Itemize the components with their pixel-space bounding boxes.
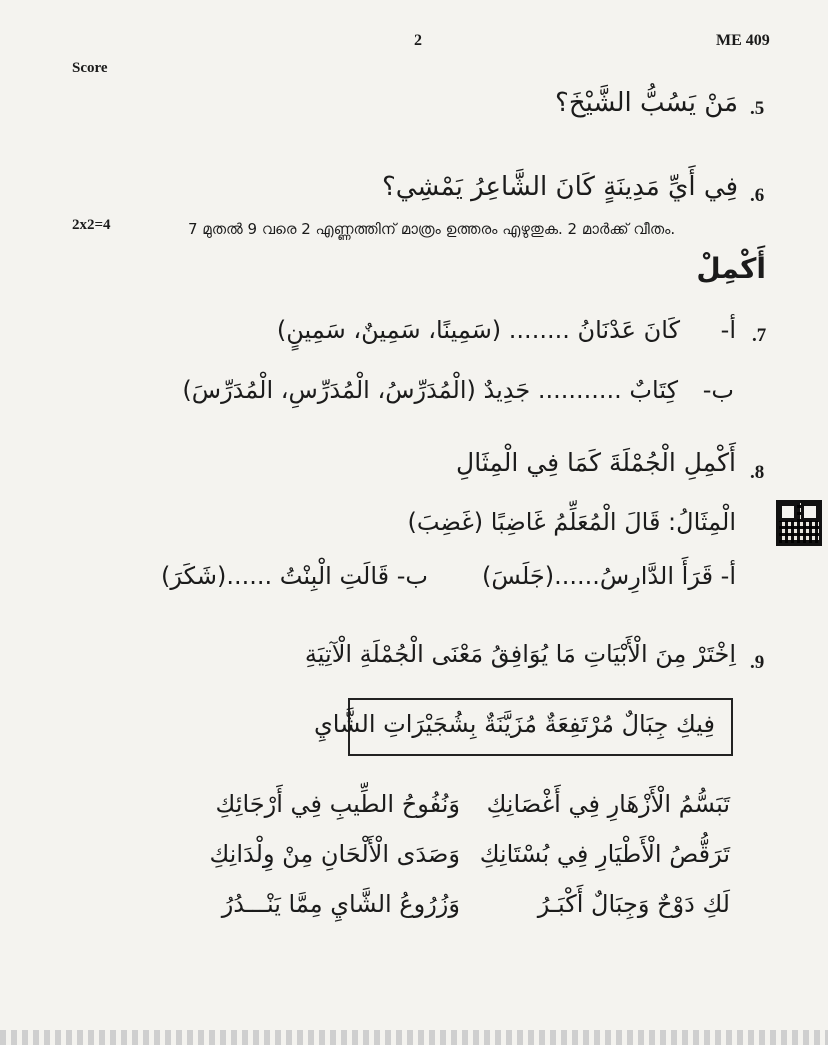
q7-number: .7 [752, 325, 767, 346]
section-instruction: 7 മുതൽ 9 വരെ 2 എണ്ണത്തിന് മാത്രം ഉത്തരം എഴുതുക. 2 മാർക്ക് വീതം. [188, 220, 676, 238]
verse-1-left: وَنُفُوحُ الطِّيبِ فِي أَرْجَائِكِ [215, 790, 460, 818]
verse-3-left: وَزُرُوعُ الشَّايِ مِمَّا يَنْـــدُرُ [221, 890, 460, 918]
q7-b-text: كِتَابٌ ........... جَدِيدٌ (الْمُدَرِّسُ، الْمُدَرِّسِ، الْمُدَرِّسَ) [182, 376, 678, 404]
q9-boxed-sentence [314, 698, 733, 756]
score-label: Score [72, 60, 108, 76]
section-marks: 2x2=4 [72, 217, 111, 233]
q6-number: .6 [750, 185, 765, 206]
q9-number: .9 [750, 652, 765, 673]
q9-heading: اِخْتَرْ مِنَ الْأَبْيَاتِ مَا يُوَافِقُ مَعْنَى الْجُمْلَةِ الْآتِيَةِ [304, 640, 736, 668]
q7-a-text: كَانَ عَدْنَانُ ........ (سَمِينًا، سَمِينٌ، سَمِينٍ) [276, 316, 680, 344]
q8-number: .8 [750, 462, 765, 483]
verse-3-right: لَكِ دَوْحٌ وَجِبَالٌ أَكْبَـرُ [537, 890, 730, 918]
verse-2-right: تَرَقُّصُ الْأَطْيَارِ فِي بُسْتَانِكِ [479, 840, 730, 868]
paper-code: ME 409 [716, 32, 770, 49]
qr-code [776, 500, 822, 546]
page-number: 2 [414, 32, 422, 49]
q8-a: أ- قَرَأَ الدَّارِسُ......(جَلَسَ) [482, 562, 736, 590]
q5-text: مَنْ يَسُبُّ الشَّيْخَ؟ [555, 88, 738, 118]
verse-2-left: وَصَدَى الْأَلْحَانِ مِنْ وِلْدَانِكِ [209, 840, 460, 868]
q8-heading: أَكْمِلِ الْجُمْلَةَ كَمَا فِي الْمِثَالِ [456, 448, 736, 477]
q7-b-letter: ب- [702, 376, 734, 404]
verse-1-right: تَبَسُّمُ الْأَزْهَارِ فِي أَغْصَانِكِ [486, 790, 730, 818]
page-bottom-edge [0, 1030, 828, 1045]
q8-b: ب- قَالَتِ الْبِنْتُ ......(شَكَرَ) [161, 562, 428, 590]
q8-example: الْمِثَالُ: قَالَ الْمُعَلِّمُ غَاضِبًا (غَضِبَ) [407, 508, 736, 536]
q7-a-letter: أ- [720, 316, 736, 344]
q5-number: .5 [750, 98, 765, 119]
q9-boxed-text: فِيكِ جِبَالٌ مُرْتَفِعَةٌ مُزَيَّنَةٌ بِشُجَيْرَاتِ الشَّايِ [314, 710, 715, 738]
q6-text: فِي أَيِّ مَدِينَةٍ كَانَ الشَّاعِرُ يَمْشِي؟ [381, 172, 738, 202]
section-heading: أَكْمِلْ [696, 252, 766, 285]
